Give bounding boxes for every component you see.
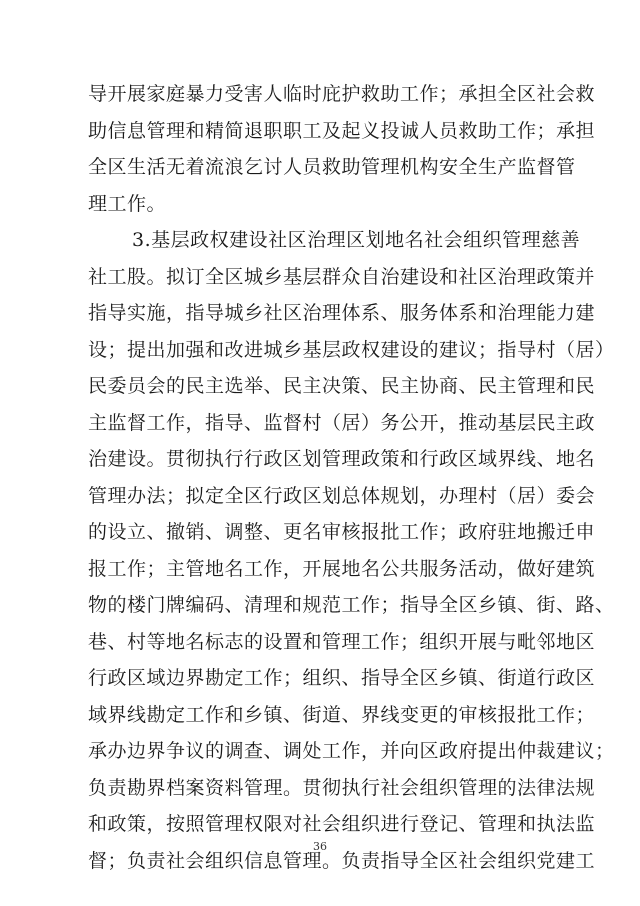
text-line: 承办边界争议的调查、调处工作，并向区政府提出仲裁建议； bbox=[88, 740, 615, 762]
text-line: 域界线勘定工作和乡镇、街道、界线变更的审核报批工作； bbox=[88, 703, 596, 726]
text-line: 巷、村等地名标志的设置和管理工作；组织开展与毗邻地区 bbox=[88, 630, 596, 653]
text-line: 助信息管理和精简退职职工及起义投诚人员救助工作；承担 bbox=[88, 119, 596, 142]
text-line: 管理办法；拟定全区行政区划总体规划，办理村（居）委会 bbox=[88, 484, 596, 507]
body-text bbox=[88, 76, 615, 879]
text-line: 理工作。 bbox=[88, 192, 167, 215]
text-line: 督；负责社会组织信息管理。负责指导全区社会组织党建工 bbox=[88, 849, 596, 872]
text-line: 社工股。拟订全区城乡基层群众自治建设和社区治理政策并 bbox=[88, 265, 596, 288]
text-line: 报工作；主管地名工作，开展地名公共服务活动，做好建筑 bbox=[88, 557, 596, 580]
section-heading-line: 3.基层政权建设社区治理区划地名社会组织管理慈善 bbox=[132, 229, 581, 251]
text-line: 民委员会的民主选举、民主决策、民主协商、民主管理和民 bbox=[88, 375, 596, 397]
text-line: 物的楼门牌编码、清理和规范工作；指导全区乡镇、街、路、 bbox=[88, 594, 615, 616]
text-line: 负责勘界档案资料管理。贯彻执行社会组织管理的法律法规 bbox=[88, 776, 596, 799]
text-line: 导开展家庭暴力受害人临时庇护救助工作；承担全区社会救 bbox=[88, 83, 596, 105]
text-line: 治建设。贯彻执行行政区划管理政策和行政区域界线、地名 bbox=[88, 448, 596, 470]
text-line: 和政策，按照管理权限对社会组织进行登记、管理和执法监 bbox=[88, 813, 596, 835]
text-line: 主监督工作，指导、监督村（居）务公开，推动基层民主政 bbox=[88, 411, 596, 434]
page-number: 36 bbox=[313, 840, 327, 853]
text-line: 指导实施，指导城乡社区治理体系、服务体系和治理能力建 bbox=[88, 302, 596, 324]
text-line: 设；提出加强和改进城乡基层政权建设的建议；指导村（居） bbox=[88, 338, 615, 361]
text-line: 行政区域边界勘定工作；组织、指导全区乡镇、街道行政区 bbox=[88, 667, 596, 689]
text-line: 全区生活无着流浪乞讨人员救助管理机构安全生产监督管 bbox=[88, 156, 576, 178]
text-line: 的设立、撤销、调整、更名审核报批工作；政府驻地搬迁申 bbox=[88, 521, 596, 543]
